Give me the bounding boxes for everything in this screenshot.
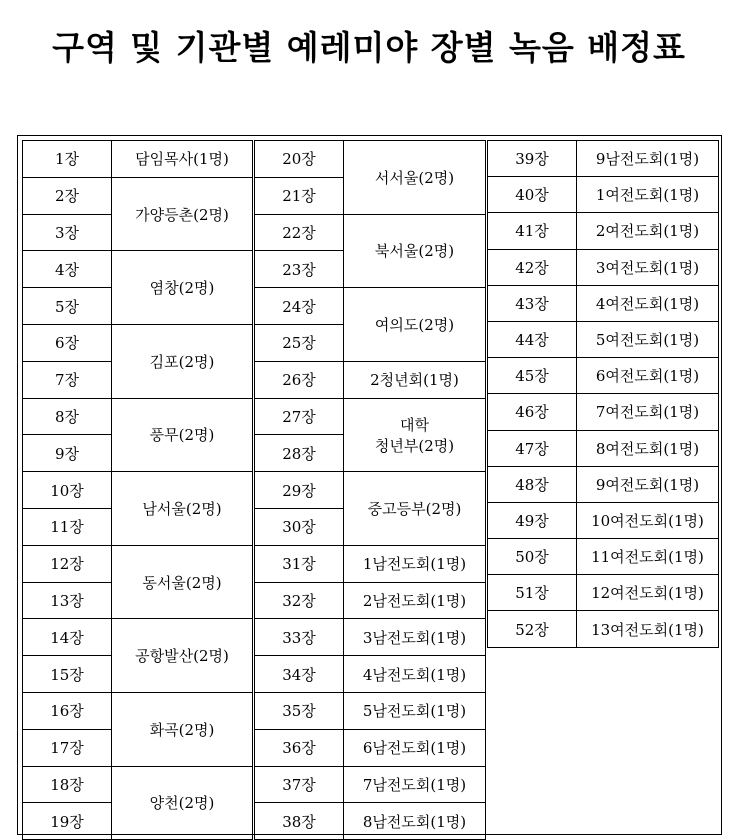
chapter-cell: 51장 [488,575,577,611]
chapter-cell: 48장 [488,466,577,502]
group-cell [344,692,486,729]
group-label: 8여전도회(1명) [595,439,700,458]
group-label: 5남전도회(1명) [362,702,467,721]
chapter-cell: 41장 [488,213,577,249]
group-cell [577,213,719,249]
chapter-cell: 12장 [23,545,112,582]
group-cell [344,398,486,472]
group-cell [577,611,719,647]
group-label: 9여전도회(1명) [595,475,700,494]
table-row [255,803,486,840]
chapter-cell: 42장 [488,249,577,285]
group-cell [112,545,253,619]
group-label: 6남전도회(1명) [362,739,467,758]
table-row [23,692,253,729]
chapter-cell: 40장 [488,177,577,213]
group-label: 7남전도회(1명) [362,775,467,794]
chapter-cell: 44장 [488,321,577,357]
assignment-table-col2 [254,140,486,840]
chapter-cell: 6장 [23,324,112,361]
table-row [255,361,486,398]
group-label: 남서울(2명) [142,499,222,518]
table-row [255,729,486,766]
group-label: 4여전도회(1명) [595,294,700,313]
table-row [255,582,486,619]
group-cell [112,141,253,178]
group-label: 13여전도회(1명) [591,620,704,639]
chapter-cell: 10장 [23,472,112,509]
group-cell [112,766,253,840]
table-row [255,656,486,693]
group-label: 여의도(2명) [374,315,455,334]
group-cell [577,177,719,213]
group-label: 김포(2명) [149,352,215,371]
chapter-cell: 9장 [23,435,112,472]
group-label: 6여전도회(1명) [595,367,700,386]
group-cell [344,656,486,693]
chapter-cell: 21장 [255,177,344,214]
group-label: 9남전도회(1명) [595,150,700,169]
table-row [488,575,719,611]
group-label: 북서울(2명) [374,242,455,261]
chapter-cell: 16장 [23,692,112,729]
group-label: 중고등부(2명) [367,499,462,518]
chapter-cell: 23장 [255,251,344,288]
group-label: 풍무(2명) [149,426,215,445]
chapter-cell: 1장 [23,141,112,178]
group-cell [577,430,719,466]
table-row [488,502,719,538]
table-row [488,321,719,357]
table-row [488,285,719,321]
chapter-cell: 26장 [255,361,344,398]
chapter-cell: 47장 [488,430,577,466]
chapter-cell: 32장 [255,582,344,619]
table-row [23,472,253,509]
group-label: 12여전도회(1명) [591,584,704,603]
table-row [23,251,253,288]
chapter-cell: 46장 [488,394,577,430]
group-cell [577,321,719,357]
chapter-cell: 24장 [255,288,344,325]
chapter-cell: 20장 [255,141,344,178]
chapter-cell: 13장 [23,582,112,619]
assignment-table-col3 [487,140,719,648]
group-cell [577,285,719,321]
chapter-cell: 50장 [488,539,577,575]
group-cell [577,141,719,177]
chapter-cell: 4장 [23,251,112,288]
chapter-cell: 33장 [255,619,344,656]
group-cell [577,575,719,611]
group-cell [112,472,253,546]
group-cell [112,324,253,398]
page-title: 구역 및 기관별 예레미야 장별 녹음 배정표 [52,28,686,67]
table-row [255,472,486,509]
group-label: 1남전도회(1명) [362,555,467,574]
table-row [488,358,719,394]
group-label: 4남전도회(1명) [362,665,467,684]
chapter-cell: 3장 [23,214,112,251]
group-label: 1여전도회(1명) [595,186,700,205]
group-cell [344,214,486,288]
chapter-cell: 45장 [488,358,577,394]
chapter-cell: 2장 [23,177,112,214]
table-row [488,213,719,249]
group-label: 공항발산(2명) [135,647,229,666]
table-row [488,394,719,430]
table-row [488,141,719,177]
group-cell [344,141,486,215]
chapter-cell: 37장 [255,766,344,803]
group-cell [344,766,486,803]
chapter-cell: 7장 [23,361,112,398]
chapter-cell: 43장 [488,285,577,321]
table-row [255,288,486,325]
chapter-cell: 5장 [23,288,112,325]
chapter-cell: 39장 [488,141,577,177]
chapter-cell: 29장 [255,472,344,509]
chapter-cell: 8장 [23,398,112,435]
group-cell [577,249,719,285]
group-cell [577,358,719,394]
assignment-table-col1 [22,140,253,840]
group-cell [344,729,486,766]
table-row [255,141,486,178]
chapter-cell: 14장 [23,619,112,656]
group-label: 염창(2명) [149,279,215,298]
chapter-cell: 17장 [23,729,112,766]
group-cell [112,398,253,472]
table-row [488,611,719,647]
group-cell [112,177,253,251]
group-label: 8남전도회(1명) [362,812,467,831]
chapter-cell: 25장 [255,324,344,361]
chapter-cell: 35장 [255,692,344,729]
group-cell [344,545,486,582]
table-row [23,398,253,435]
group-cell [344,619,486,656]
group-cell [577,502,719,538]
group-cell [344,288,486,362]
group-label-line2: 청년부(2명) [374,436,455,455]
group-label: 동서울(2명) [142,573,222,592]
chapter-cell: 18장 [23,766,112,803]
group-label: 2청년회(1명) [370,371,459,390]
table-row [23,141,253,178]
group-label: 화곡(2명) [149,720,215,739]
table-row [23,324,253,361]
group-cell [344,582,486,619]
table-row [255,545,486,582]
table-row [488,430,719,466]
table-row [488,539,719,575]
group-cell [577,466,719,502]
table-row [23,177,253,214]
chapter-cell: 52장 [488,611,577,647]
group-cell [344,803,486,840]
table-row [23,545,253,582]
group-label: 3남전도회(1명) [362,628,467,647]
group-label: 7여전도회(1명) [595,403,700,422]
chapter-cell: 30장 [255,508,344,545]
chapter-cell: 34장 [255,656,344,693]
table-row [488,249,719,285]
chapter-cell: 31장 [255,545,344,582]
table-row [23,766,253,803]
chapter-cell: 15장 [23,656,112,693]
group-cell [112,692,253,766]
table-row [255,692,486,729]
group-cell [344,361,486,398]
group-label: 가양등촌(2명) [135,205,229,224]
group-label: 대학 [400,415,429,434]
chapter-cell: 11장 [23,508,112,545]
group-label: 담임목사(1명) [135,150,229,169]
group-cell [577,539,719,575]
table-row [255,766,486,803]
table-row [255,214,486,251]
group-label: 2남전도회(1명) [362,591,467,610]
group-label: 11여전도회(1명) [591,548,704,567]
group-cell [112,619,253,693]
chapter-cell: 22장 [255,214,344,251]
group-label: 2여전도회(1명) [595,222,700,241]
chapter-cell: 19장 [23,803,112,840]
table-row [488,466,719,502]
chapter-cell: 49장 [488,502,577,538]
group-cell [577,394,719,430]
table-row [23,619,253,656]
group-label: 양천(2명) [149,794,215,813]
chapter-cell: 28장 [255,435,344,472]
group-cell [112,251,253,325]
chapter-cell: 38장 [255,803,344,840]
group-label: 3여전도회(1명) [595,258,700,277]
table-row [255,619,486,656]
chapter-cell: 36장 [255,729,344,766]
group-label: 5여전도회(1명) [595,331,700,350]
group-cell [344,472,486,546]
table-row [488,177,719,213]
group-label: 10여전도회(1명) [591,511,704,530]
table-row [255,398,486,435]
chapter-cell: 27장 [255,398,344,435]
group-label: 서서울(2명) [374,168,455,187]
